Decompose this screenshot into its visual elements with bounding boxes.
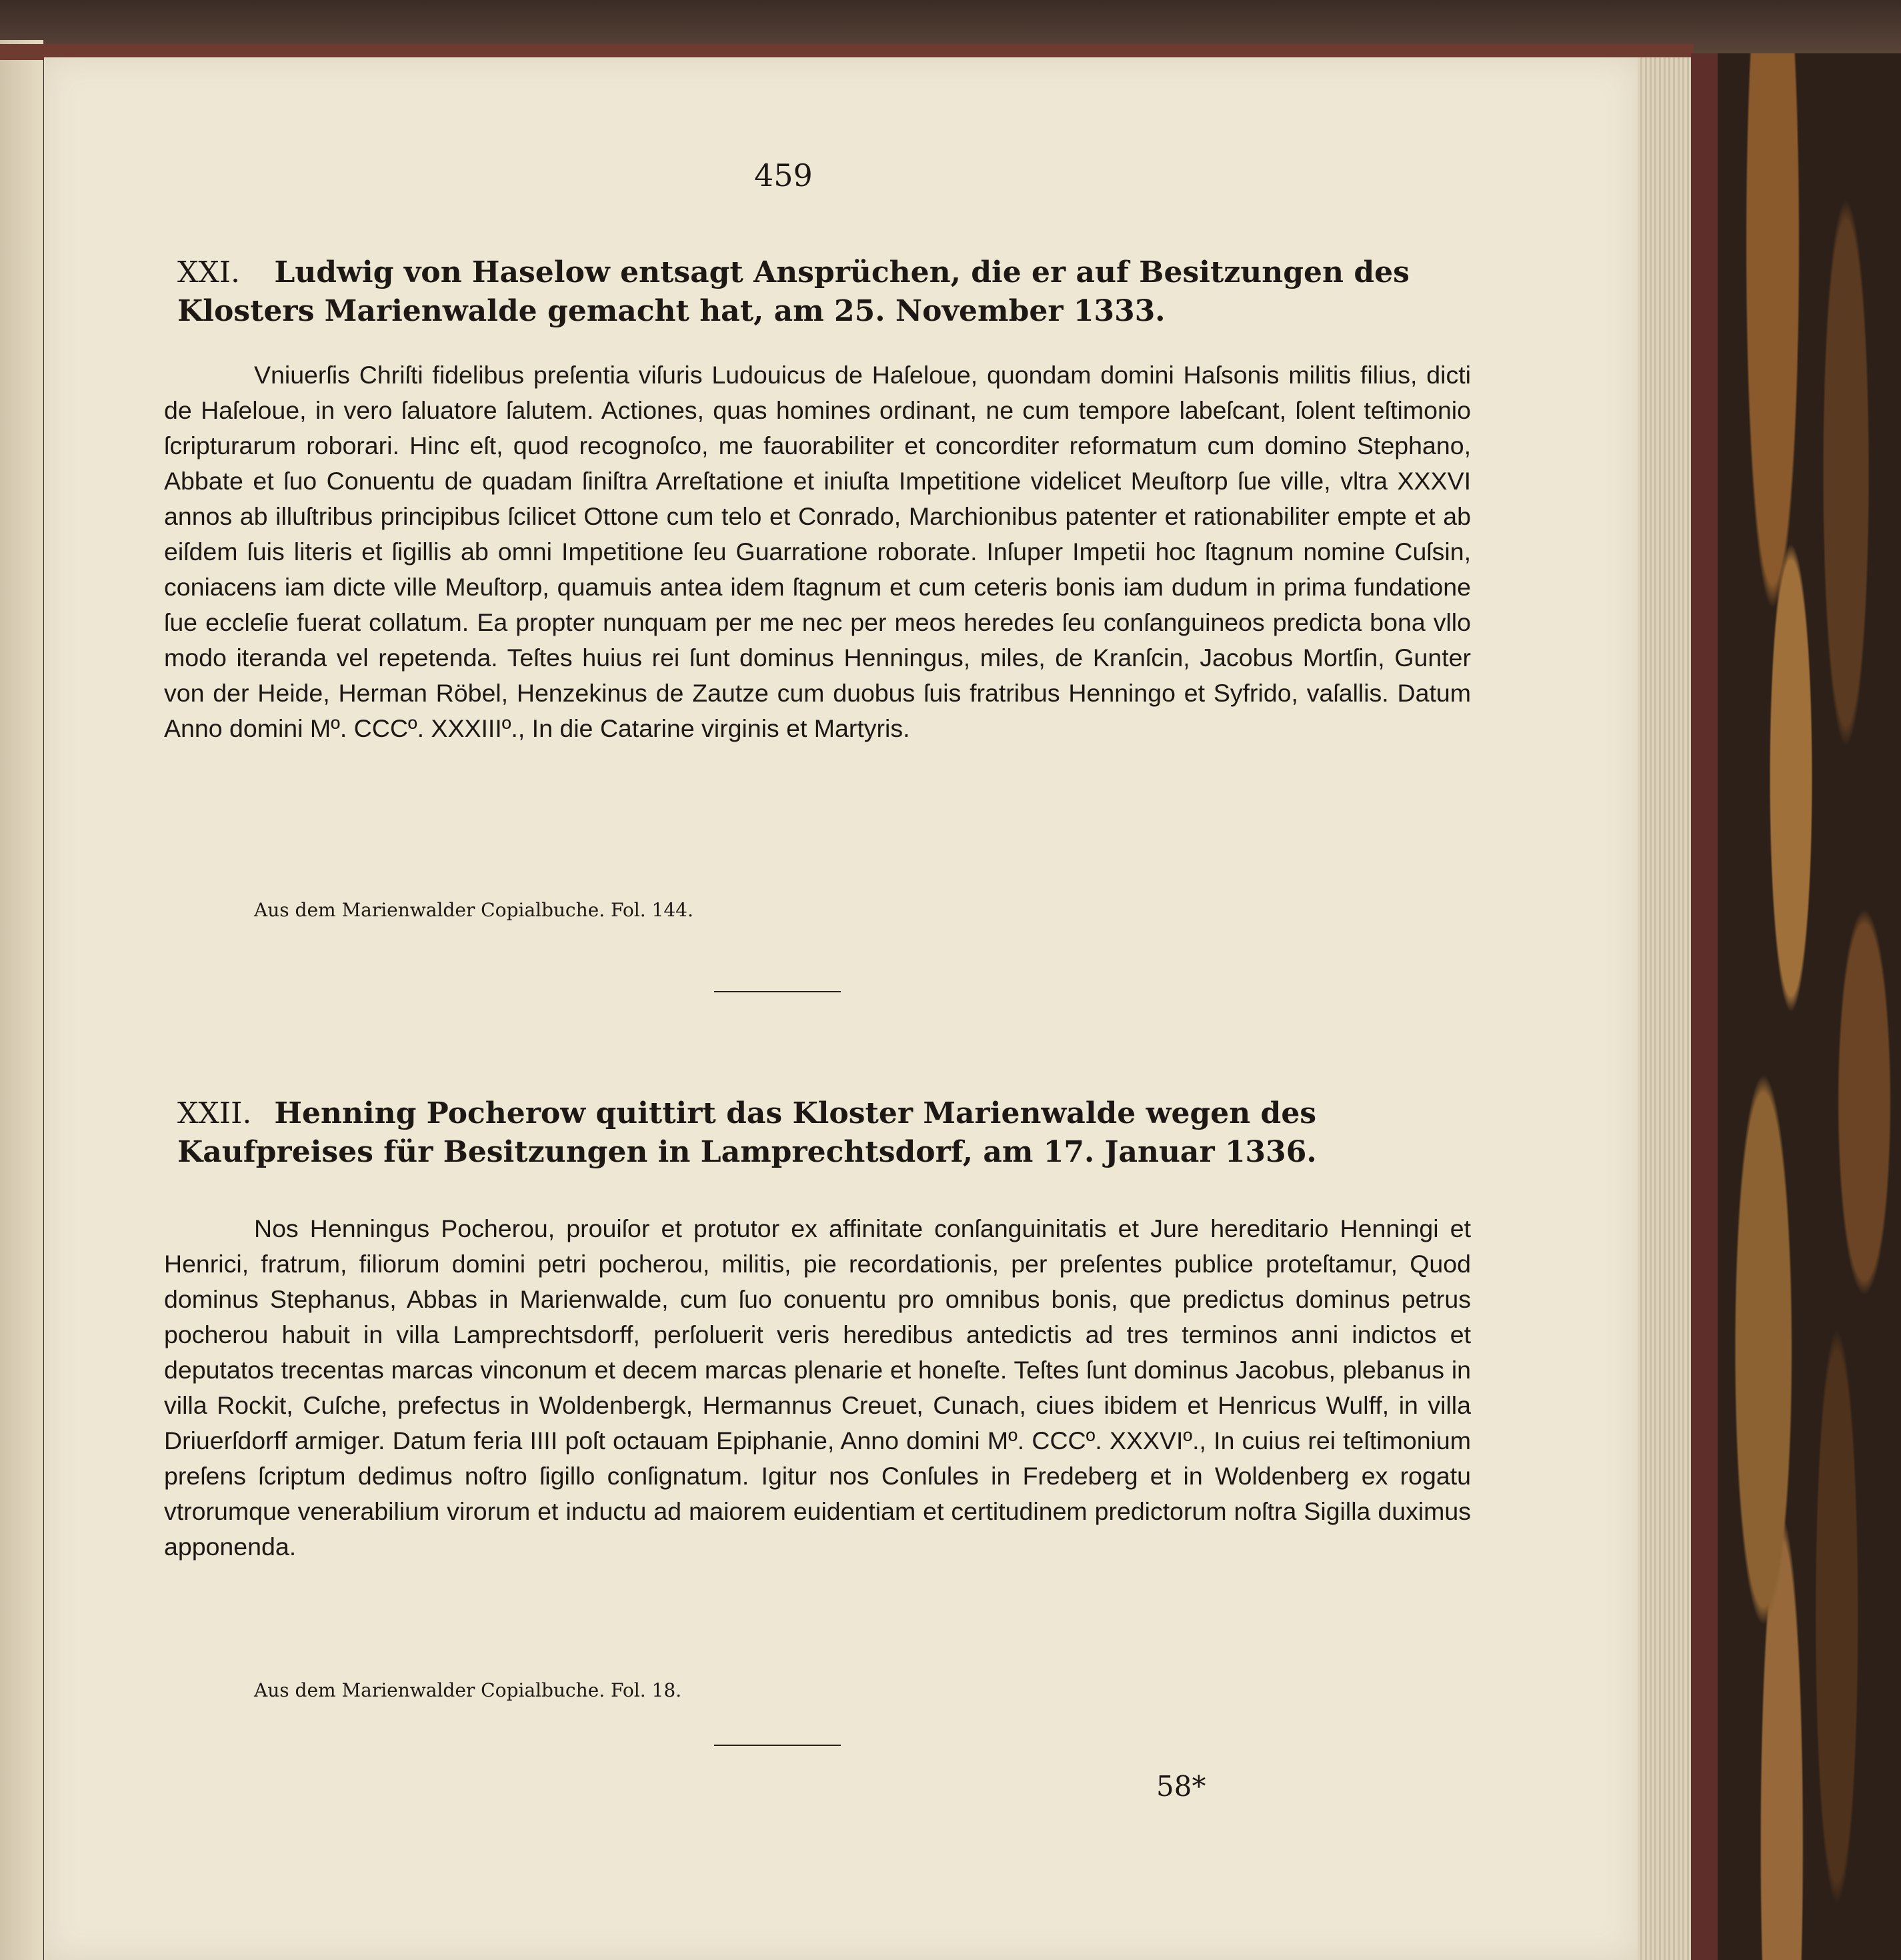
section-divider xyxy=(714,991,841,992)
document-title: Henning Pocherow quittirt das Kloster Marienwalde wegen des Kaufpreises für Besitzungen in Lamprechtsdorf, am 17. Januar 1336. xyxy=(177,1096,1317,1169)
document-source-xxii: Aus dem Marienwalder Copialbuche. Fol. 18. xyxy=(254,1679,682,1701)
book-cover-spine xyxy=(1691,53,1718,1960)
document-heading-xxi xyxy=(177,253,1458,331)
left-page-edge xyxy=(0,40,43,1960)
document-heading-xxii xyxy=(177,1094,1458,1172)
document-source-xxi: Aus dem Marienwalder Copialbuche. Fol. 144. xyxy=(254,899,693,921)
page-content xyxy=(44,57,1638,1960)
book-page xyxy=(44,57,1638,1960)
page-number: 459 xyxy=(754,157,813,193)
page-stack-edge xyxy=(1638,57,1691,1960)
document-text: Nos Henningus Pocherou, prouiſor et protutor ex affinitate conſanguinitatis et Jure hereditario Henningi et Henrici, fratrum, filiorum domini petri pocherou, militis, pie recordationis, per preſentes publice proteſtamur, Quod dominus Stephanus, Abbas in Marienwalde, cum ſuo conuentu pro omnibus bonis, que predictus dominus petrus pocherou habuit in villa Lamprechtsdorff, perſoluerit veris heredibus antedictis ad tres terminos anni indictos et deputatos trecentas marcas vinconum et decem marcas plenarie et honeſte. Teſtes ſunt dominus Jacobus, plebanus in villa Rockit, Cuſche, prefectus in Woldenbergk, Hermannus Creuet, Cunach, ciues ibidem et Henricus Wulff, in villa Driuerſdorff armiger. Datum feria IIII poſt octauam Epiphanie, Anno domini Mº. CCCº. XXXVIº., In cuius rei teſtimonium preſens ſcriptum dedimus noſtro ſigillo conſignatum. Igitur nos Conſules in Fredeberg et in Woldenberg ex rogatu vtrorumque venerabilium virorum et inductu ad maiorem euidentiam et certitudinem predictorum noſtra Sigilla duximus apponenda. xyxy=(164,1214,1471,1561)
signature-mark: 58* xyxy=(1156,1770,1206,1803)
document-text: Vniuerſis Chriſti fidelibus preſentia viſuris Ludouicus de Haſeloue, quondam domini Haſsonis militis filius, dicti de Haſeloue, in vero ſaluatore ſalutem. Actiones, quas homines ordinant, ne cum tempore labeſcant, ſolent teſtimonio ſcripturarum roborari. Hinc eſt, quod recognoſco, me fauorabiliter et concorditer reformatum cum domino Stephano, Abbate et ſuo Conuentu de quadam ſiniſtra Arreſtatione et iniuſta Impetitione videlicet Meuſtorp ſue ville, vltra XXXVI annos ab illuſtribus principibus ſcilicet Ottone cum telo et Conrado, Marchionibus patenter et rationabiliter empte et ab eiſdem ſuis literis et ſigillis ab omni Impetitione ſeu Guarratione roborate. Inſuper Impetii hoc ſtagnum nomine Cuſsin, coniacens iam dicte ville Meuſtorp, quamuis antea idem ſtagnum et cum ceteris bonis iam dudum in prima fundatione ſue eccleſie fuerat collatum. Ea propter nunquam per me nec per meos heredes ſeu conſanguineos predicta bona vllo modo iteranda vel repetenda. Teſtes huius rei ſunt dominus Henningus, miles, de Kranſcin, Jacobus Mortſin, Gunter von der Heide, Herman Röbel, Henzekinus de Zautze cum duobus ſuis fratribus Henningo et Syfrido, vaſallis. Datum Anno domini Mº. CCCº. XXXIIIº., In die Catarine virginis et Martyris. xyxy=(164,361,1471,742)
document-title: Ludwig von Haselow entsagt Ansprüchen, die er auf Besitzungen des Klosters Marienwalde gemacht hat, am 25. November 1333. xyxy=(177,255,1410,328)
document-body-xxii xyxy=(164,1211,1471,1565)
marbled-cover xyxy=(1718,53,1901,1960)
document-number: XXI. xyxy=(177,255,241,289)
document-number: XXII. xyxy=(177,1096,252,1130)
document-body-xxi xyxy=(164,357,1471,746)
footer-divider xyxy=(714,1745,841,1746)
